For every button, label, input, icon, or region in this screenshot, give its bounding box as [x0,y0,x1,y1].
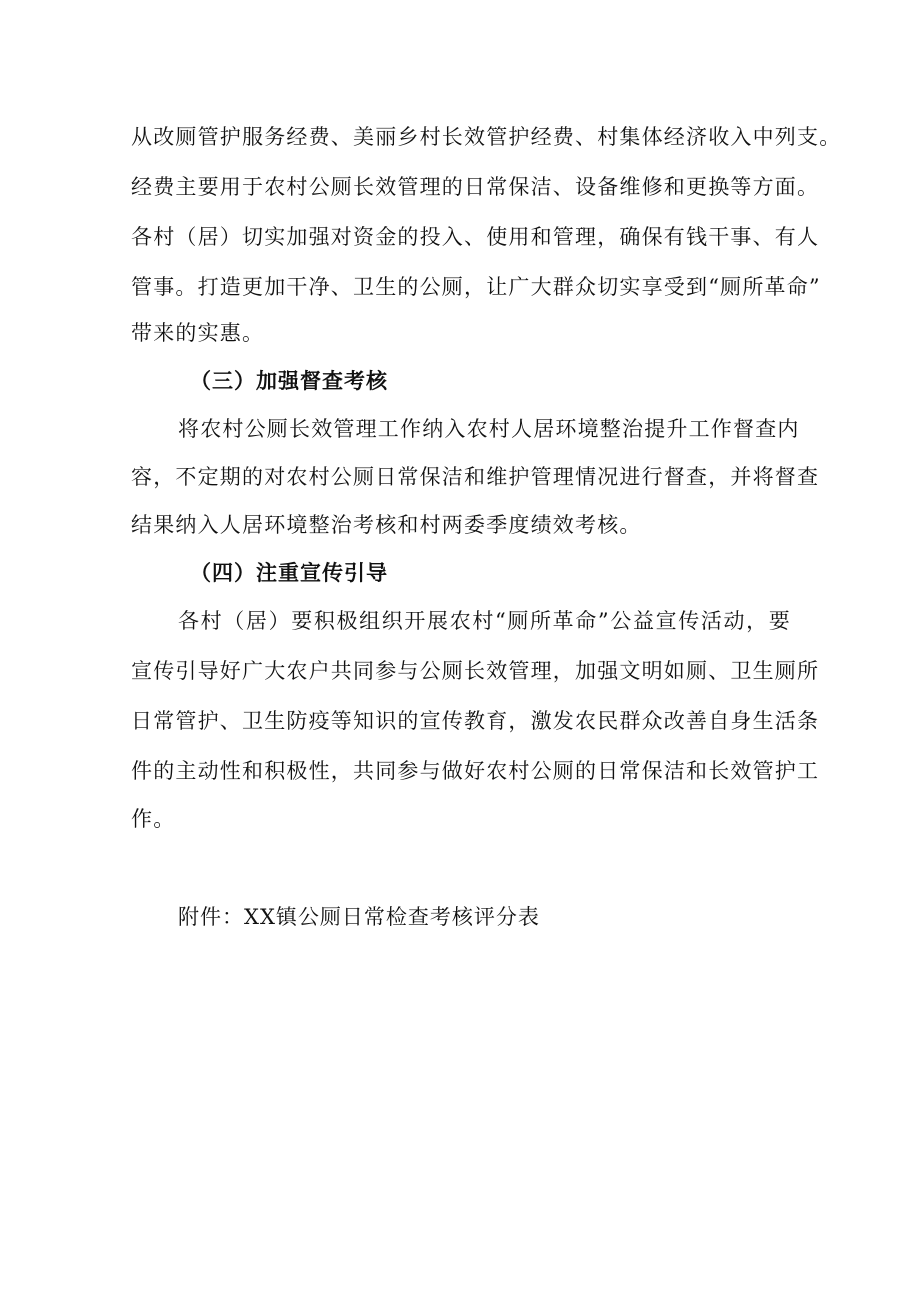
section-heading: （四）注重宣传引导 [190,560,388,585]
paragraph-line: 带来的实惠。 [131,321,265,345]
paragraph-line: 作。 [131,807,176,831]
paragraph-line: 从改厕管护服务经费、美丽乡村长效管护经费、村集体经济收入中列支。 [131,125,842,149]
attachment-note: 附件：XX镇公厕日常检查考核评分表 [178,905,540,929]
paragraph-line: 经费主要用于农村公厕长效管理的日常保洁、设备维修和更换等方面。 [131,175,820,199]
paragraph-line: 日常管护、卫生防疫等知识的宣传教育，激发农民群众改善自身生活条 [131,709,820,733]
paragraph-line: 容，不定期的对农村公厕日常保洁和维护管理情况进行督查，并将督查 [131,465,820,489]
paragraph-line: 结果纳入人居环境整治考核和村两委季度绩效考核。 [131,513,642,537]
section-heading: （三）加强督查考核 [190,368,388,393]
paragraph-line: 将农村公厕长效管理工作纳入农村人居环境整治提升工作督查内 [178,417,800,441]
paragraph-line: 件的主动性和积极性，共同参与做好农村公厕的日常保洁和长效管护工 [131,759,820,783]
paragraph-line: 各村（居）切实加强对资金的投入、使用和管理，确保有钱干事、有人 [131,225,820,249]
paragraph-line: 宣传引导好广大农户共同参与公厕长效管理，加强文明如厕、卫生厕所 [131,659,820,683]
paragraph-line: 各村（居）要积极组织开展农村“厕所革命”公益宣传活动，要 [178,609,791,633]
paragraph-line: 管事。打造更加干净、卫生的公厕，让广大群众切实享受到“厕所革命” [131,275,821,299]
